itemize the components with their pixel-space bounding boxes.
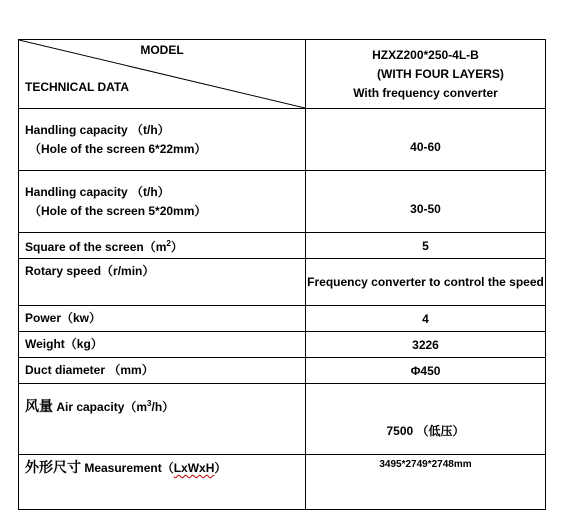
rotary-speed-value: Frequency converter to control the speed bbox=[306, 259, 546, 306]
measurement-label-cjk: 外形尺寸 bbox=[25, 459, 81, 475]
row-capacity-6x22 bbox=[19, 109, 546, 171]
air-capacity-label-text: Air capacity（m bbox=[53, 400, 148, 414]
measurement-label-text: Measurement（ bbox=[81, 461, 174, 475]
measurement-label-close: ） bbox=[214, 461, 227, 475]
row-measurement bbox=[19, 455, 546, 510]
row-capacity-5x20 bbox=[19, 171, 546, 233]
capacity-hole-label: （Hole of the screen 5*20mm） bbox=[29, 203, 207, 218]
weight-label: Weight（kg） bbox=[19, 332, 306, 358]
capacity-label-text: Handling capacity （t/h） bbox=[25, 122, 170, 137]
duct-diameter-value: Φ450 bbox=[306, 358, 546, 384]
row-rotary-speed bbox=[19, 259, 546, 306]
screen-square-label-text: Square of the screen（m bbox=[25, 240, 167, 254]
screen-square-label-close: ） bbox=[170, 240, 183, 254]
model-note-layers: (WITH FOUR LAYERS) bbox=[377, 66, 504, 81]
measurement-value: 3495*2749*2748mm bbox=[306, 455, 546, 510]
screen-square-label bbox=[19, 233, 306, 259]
capacity-value: 30-50 bbox=[306, 171, 546, 233]
air-capacity-value: 7500 （低压） bbox=[306, 384, 546, 455]
measurement-dimension-mark: LxWxH bbox=[173, 461, 215, 475]
capacity-label bbox=[19, 171, 306, 233]
row-power bbox=[19, 306, 546, 332]
air-capacity-label bbox=[19, 384, 306, 455]
capacity-hole-label: （Hole of the screen 6*22mm） bbox=[29, 141, 207, 156]
model-header: MODEL bbox=[140, 43, 184, 57]
capacity-value: 40-60 bbox=[306, 109, 546, 171]
rotary-speed-label: Rotary speed（r/min） bbox=[19, 259, 306, 306]
capacity-label-text: Handling capacity （t/h） bbox=[25, 184, 170, 199]
weight-value: 3226 bbox=[306, 332, 546, 358]
air-capacity-label-close: /h） bbox=[151, 400, 175, 414]
measurement-label bbox=[19, 455, 306, 510]
spec-table bbox=[18, 39, 546, 510]
technical-data-header: TECHNICAL DATA bbox=[25, 80, 129, 94]
model-name: HZXZ200*250-4L-B bbox=[372, 47, 479, 62]
row-duct-diameter bbox=[19, 358, 546, 384]
capacity-label bbox=[19, 109, 306, 171]
header-diagonal-cell bbox=[19, 40, 306, 109]
model-name-cell bbox=[306, 40, 546, 109]
power-label: Power（kw） bbox=[19, 306, 306, 332]
header-row bbox=[19, 40, 546, 109]
power-value: 4 bbox=[306, 306, 546, 332]
air-capacity-label-cjk: 风量 bbox=[25, 398, 53, 414]
unit-superscript: 3 bbox=[147, 399, 152, 408]
duct-diameter-label: Duct diameter （mm） bbox=[19, 358, 306, 384]
row-air-capacity bbox=[19, 384, 546, 455]
unit-superscript: 2 bbox=[166, 239, 171, 248]
screen-square-value: 5 bbox=[306, 233, 546, 259]
row-weight bbox=[19, 332, 546, 358]
model-note-converter: With frequency converter bbox=[353, 85, 498, 100]
row-screen-square bbox=[19, 233, 546, 259]
